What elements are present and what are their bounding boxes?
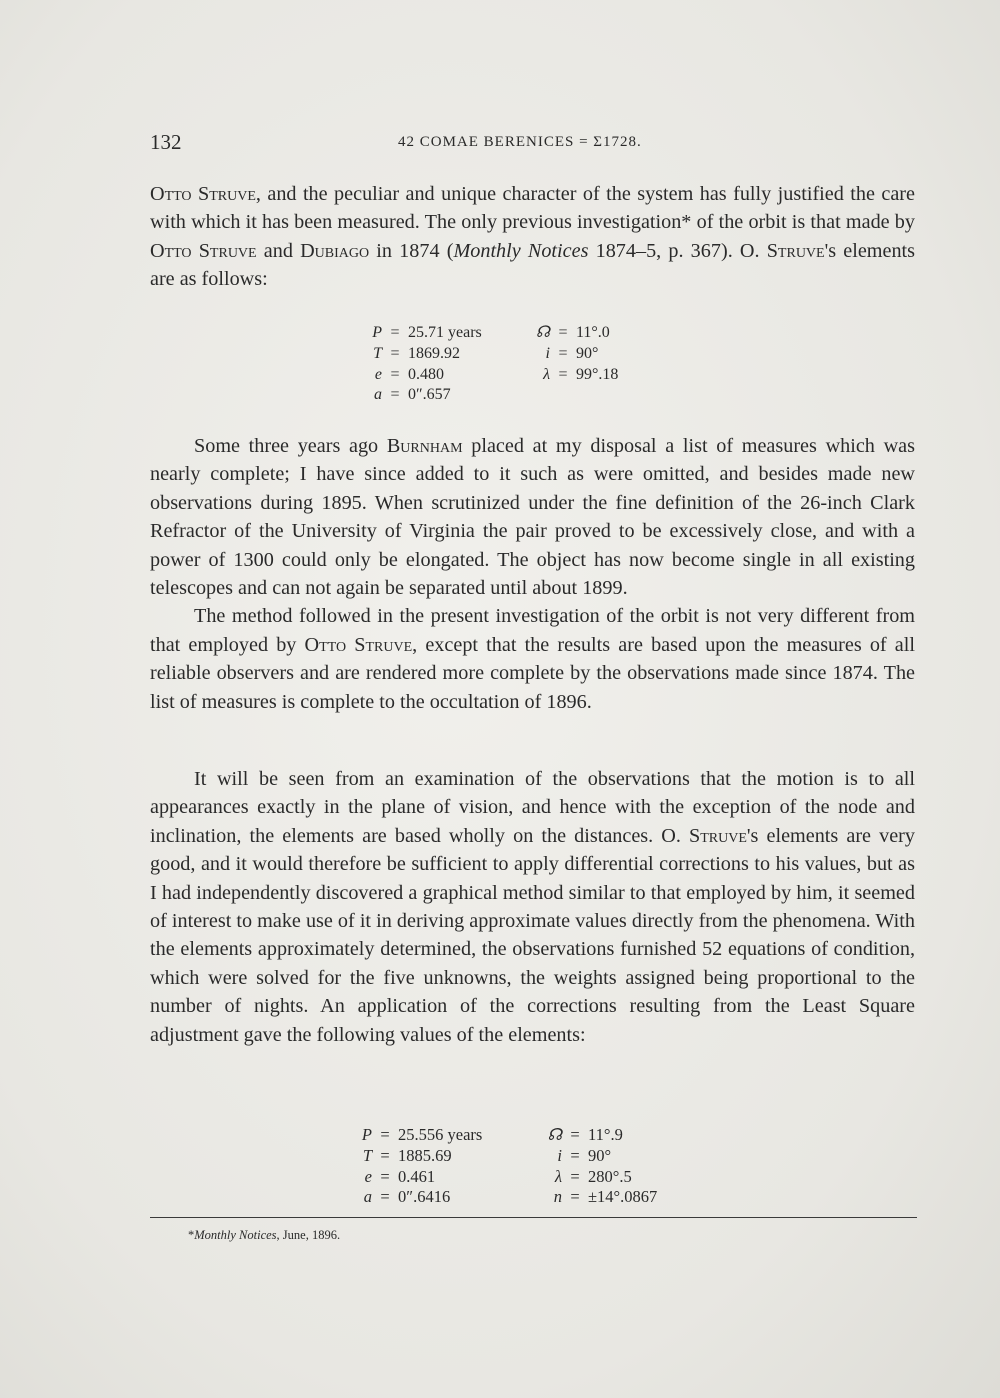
author-name: Otto Struve [150, 239, 257, 262]
equals-sign: = [570, 1125, 580, 1144]
equals-sign: = [570, 1145, 580, 1165]
journal-title: Monthly Notices [453, 239, 589, 262]
element-row [350, 1187, 482, 1208]
equals-sign: = [558, 324, 568, 341]
node-symbol: ☊ [547, 1125, 562, 1144]
node-symbol: ☊ [535, 324, 550, 341]
text-run: The method followed in the present investigation of the orbit is not very different from that employed by [150, 605, 915, 656]
text-run: in 1874 ( [369, 239, 454, 262]
element-value: 11°.9 [588, 1125, 623, 1144]
element-row [540, 1125, 657, 1146]
author-name: Burnham [386, 435, 463, 457]
text-run: and [256, 239, 301, 262]
footnote-divider [150, 1217, 917, 1218]
equals-sign: = [390, 344, 400, 362]
element-row [360, 344, 482, 365]
element-row [528, 323, 618, 344]
text-run: Some three years ago [194, 435, 387, 457]
author-name: Struve [766, 239, 825, 262]
element-value: 11°.0 [576, 324, 610, 341]
element-symbol: a [363, 1187, 372, 1207]
footnote-mark: * [188, 1228, 195, 1242]
element-value: 0″.6416 [398, 1187, 451, 1207]
text-run: 1874–5, p. 367). O. [588, 239, 767, 262]
element-row [540, 1187, 657, 1208]
element-symbol: T [362, 1145, 372, 1165]
element-value: ±14°.0867 [588, 1187, 658, 1207]
text-run: 's elements are as follows: [150, 239, 916, 291]
element-row [360, 385, 482, 406]
element-row [540, 1146, 657, 1167]
element-symbol: λ [543, 365, 550, 383]
element-symbol: e [364, 1166, 372, 1186]
page-number: 132 [150, 130, 182, 154]
equals-sign: = [380, 1125, 390, 1144]
footnote [188, 1228, 340, 1243]
element-symbol: λ [554, 1166, 562, 1186]
element-symbol: i [545, 344, 550, 362]
equals-sign: = [570, 1166, 580, 1186]
element-value: 99°.18 [576, 365, 619, 383]
element-value: 25.556 years [398, 1125, 483, 1144]
author-name: Struve [689, 824, 747, 847]
element-row [350, 1125, 482, 1146]
element-value: 0.461 [398, 1166, 436, 1186]
paragraph-intro [150, 180, 915, 294]
equals-sign: = [380, 1166, 390, 1186]
element-value: 1885.69 [398, 1145, 452, 1165]
element-symbol: n [553, 1187, 562, 1207]
element-row [360, 323, 482, 344]
element-symbol: P [361, 1125, 372, 1144]
text-run: , except that the results are based upon the measures of all reliable observers and are rendered more complete by the observations made since 1874. The list of measures is complete to the occultation of 1896. [150, 633, 915, 713]
equals-sign: = [390, 386, 400, 404]
element-symbol: P [372, 324, 382, 341]
element-row [360, 365, 482, 386]
text-run: placed at my disposal a list of measures which was nearly complete; I have since added to it such as were omitted, and besides made new observations during 1895. When scrutinized under the fine definition of the 26-inch Clark Refractor of the University of Virginia the pair proved to be excessively close, and with a power of 1300 could only be elongated. The object has now become single in all existing telescopes and can not again be separated until about 1899. [150, 435, 915, 600]
element-value: 90° [588, 1145, 612, 1165]
element-symbol: a [374, 386, 382, 404]
equals-sign: = [558, 344, 568, 362]
element-value: 90° [576, 344, 599, 362]
elements-column-left [360, 323, 482, 406]
element-value: 1869.92 [408, 344, 460, 362]
text-run: 's elements are very good, and it would therefore be sufficient to apply differential corrections to his values, but as I had independently discovered a graphical method similar to that employed by him, it seemed of interest to make use of it in deriving approximate values directly from the phenomena. With the elements approximately determined, the observations furnished 52 equations of condition, which were solved for the five unknowns, the weights assigned being proportional to the number of nights. An application of the corrections resulting from the Least Square adjustment gave the following values of the elements: [150, 824, 915, 1046]
text-run: , and the peculiar and unique character of the system has fully justified the care with which it has been measured. The only previous investigation* of the orbit is that made by [150, 183, 915, 234]
page-header [150, 130, 915, 160]
element-row [528, 365, 618, 386]
element-value: 280°.5 [588, 1166, 632, 1186]
equals-sign: = [570, 1187, 580, 1207]
author-name: Otto Struve [304, 633, 413, 656]
element-row [350, 1146, 482, 1167]
paragraph-analysis [150, 765, 915, 1049]
author-name: Dubiago [300, 239, 370, 262]
element-symbol: i [557, 1145, 562, 1165]
equals-sign: = [380, 1187, 390, 1207]
element-symbol: e [374, 365, 382, 383]
elements-column-right [540, 1125, 657, 1208]
text-run: It will be seen from an examination of the observations that the motion is to all appearances exactly in the plane of vision, and hence with the exception of the node and inclination, the elements are based wholly on the distances. O. [150, 768, 915, 847]
element-value: 0″.657 [408, 386, 451, 404]
paragraph-observations [150, 432, 915, 716]
equals-sign: = [558, 365, 568, 383]
equals-sign: = [390, 365, 400, 383]
running-head: 42 COMAE BERENICES = Σ1728. [398, 134, 642, 150]
elements-column-left [350, 1125, 482, 1208]
struve-elements-table [360, 323, 690, 409]
element-symbol: T [373, 344, 382, 362]
paragraph-method [150, 602, 915, 716]
new-elements-table [350, 1125, 710, 1211]
footnote-text: , June, 1896. [276, 1228, 341, 1242]
element-row [528, 344, 618, 365]
equals-sign: = [380, 1145, 390, 1165]
equals-sign: = [390, 324, 400, 341]
element-value: 25.71 years [408, 324, 482, 341]
author-name: Otto Struve [150, 183, 256, 205]
element-value: 0.480 [408, 365, 444, 383]
element-row [540, 1167, 657, 1188]
elements-column-right [528, 323, 618, 385]
footnote-journal: Monthly Notices [194, 1228, 277, 1242]
element-row [350, 1167, 482, 1188]
